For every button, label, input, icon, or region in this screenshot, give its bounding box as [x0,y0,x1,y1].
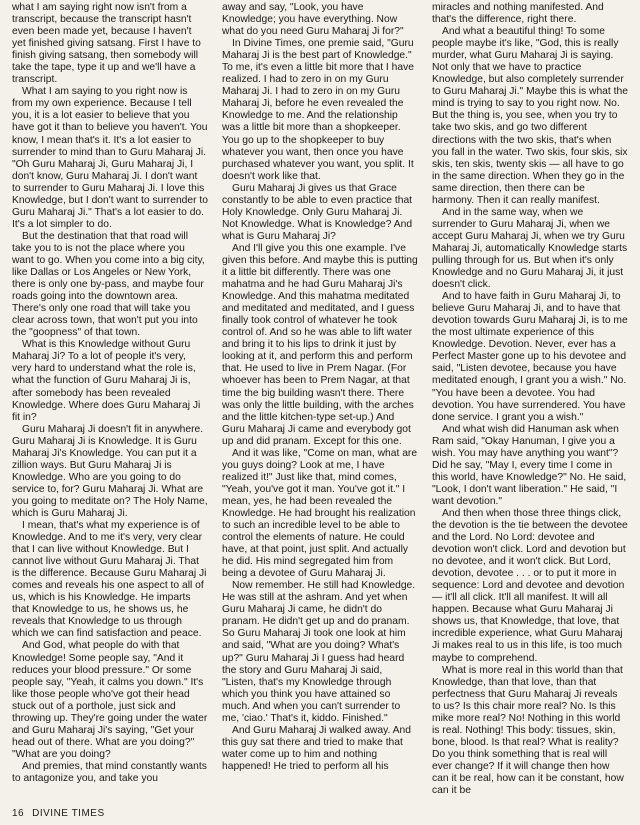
article-columns [12,2,628,802]
paragraph: what I am saying right now isn't from a transcript, because the transcript hasn't even been made yet, because I haven't yet finished giving satsang. First I have to finish giving satsang, then somebody will take the tape, type it up and we'll have a transcript. [12,2,201,86]
page-footer [12,808,113,819]
paragraph: But the destination that that road will take you to is not the place where you want to go. When you come into a big city, like Dallas or Los Angeles or New York, there is only one by-pass, and maybe four roads going into the downtown area. There's only one road that will take you clear across town, that won't put you into the "goopness" of that town. [12,230,205,339]
column-left [12,2,208,802]
page-number: 16 [12,808,25,819]
paragraph: What I am saying to you right now is from my own experience. Because I tell you, it is a lot easier to believe that you have got it than to believe you haven't. You know, I mean that's it. It's a lot easier to surrender to mind than to Guru Maharaj Ji. "Oh Guru Maharaj Ji, Guru Maharaj Ji, I don't know, Guru Maharaj Ji. I don't want to surrender to Guru Maharaj Ji. I love this Knowledge, but I don't want to surrender to Guru Maharaj Ji." That's a lot easier to do. It's a lot simpler to do. [12,86,208,230]
paragraph: Guru Maharaj Ji doesn't fit in anywhere. Guru Maharaj Ji is Knowledge. It is Guru Maharaj Ji's Knowledge. You can put it a zillion ways. But Guru Maharaj Ji is Knowledge. Who are you going to do service to, for? Guru Maharaj Ji. What are you going to meditate on? The Holy Name, which is Guru Maharaj Ji. [12,423,208,519]
column-right [432,2,628,802]
paragraph: And to have faith in Guru Maharaj Ji, to believe Guru Maharaj Ji, and to have that devotion towards Guru Maharaj Ji, is to me the most ultimate experience of this Knowledge. Devotion. Never, ever has a Perfect Master gone up to his devotee and said, "Listen devotee, because you have meditated enough, I grant you a wish." No. "You have been a devotee. You had devotion. You have surrendered. You have done service. I grant you a wish." [432,291,628,423]
paragraph: I mean, that's what my experience is of Knowledge. And to me it's very, very clear that I can live without Knowledge. But I cannot live without Guru Maharaj Ji. That is the difference. Because Guru Maharaj Ji comes and reveals his one aspect to all of us, which is his Knowledge. He imparts that Knowledge to us, he shows us, he reveals that Knowledge to us through which we can find satisfaction and peace. [12,520,207,640]
paragraph: Now remember. He still had Knowledge. He was still at the ashram. And yet when Guru Maharaj Ji came, he didn't do pranam. He didn't get up and do pranam. So Guru Maharaj Ji took one look at him and said, "What are you doing? What's up?" Guru Maharaj Ji I guess had heard the story and Guru Maharaj Ji said, "Listen, that's my Knowledge through which you think you have attained so much. And when you can't surrender to me, 'ciao.' That's it, kiddo. Finished." [222,580,416,724]
paragraph: And Guru Maharaj Ji walked away. And this guy sat there and tried to make that water come up to him and nothing happened! He tried to perform all his [222,724,411,772]
paragraph: What is this Knowledge without Guru Maharaj Ji? To a lot of people it's very, very hard to understand what the role is, what the function of Guru Maharaj Ji is, after somebody has been revealed Knowledge. Where does Guru Maharaj Ji fit in? [12,339,201,423]
paragraph: And what wish did Hanuman ask when Ram said, "Okay Hanuman, I give you a wish. You may have anything you want"? Did he say, "May I, every time I come in this world, have Knowledge?" No. He said, "Look, I don't want liberation." He said, "I want devotion." [432,423,627,507]
paragraph: And premies, that mind constantly wants to antagonize you, and take you [12,760,207,784]
paragraph: And in the same way, when we surrender to Guru Maharaj Ji, when we accept Guru Maharaj Ji, when we try Guru Maharaj Ji, automatically Knowledge starts pulling through for us. But when it's only Knowledge and no Guru Maharaj Ji, it just doesn't click. [432,206,628,291]
paragraph: And then when those three things click, the devotion is the tie between the devotee and the Lord. No Lord: devotee and devotion won't click. Lord and devotion but no devotee, and it won't click. But Lord, devotion, devotee . . . or to put it more in sequence: Lord and devotee and devotion — it'll all click. It'll all manifest. It will all happen. Because what Guru Maharaj Ji shows us, that Knowledge, that love, that incredible experience, what Guru Maharaj Ji makes real to us in this life, is too much maybe to comprehend. [432,507,628,664]
publication-name: DIVINE TIMES [32,808,105,819]
paragraph: And it was like, "Come on man, what are you guys doing? Look at me, I have realized it!" Just like that, mind comes, "Yeah, you've got it man. You've got it." I mean, yes, he had been revealed the Knowledge. He had brought his realization to such an incredible level to be able to control the elements of nature. He could have, at that point, just split. And actually he did. His mind segregated him from being a devotee of Guru Maharaj Ji. [222,447,418,580]
paragraph: What is more real in this world than that Knowledge, than that love, than that perfectness that Guru Maharaj Ji reveals to us? Is this chair more real? No. Is this mike more real? No! Nothing in this world is real. Nothing! This body: tissues, skin, bone, blood. Is that real? What is reality? Do you think something that is real will ever change? If it will change then how can it be real, how can it be constant, how can it be [432,664,624,797]
paragraph: miracles and nothing manifested. And that's the difference, right there. [432,2,604,26]
paragraph: away and say, "Look, you have Knowledge; you have everything. Now what do you need Guru Maharaj Ji for?" [222,2,404,38]
paragraph: And what a beautiful thing! To some people maybe it's like, "God, this is really murder, what Guru Maharaj Ji is saying. Not only that we have to practice Knowledge, but also completely surrender to Guru Maharaj Ji." Maybe this is what the mind is trying to say to you right now. No. But the thing is, you see, when you try to take two skis, and go two different directions with the two skis, that's when you fall in the water. Two skis, four skis, six skis, ten skis, twenty skis — all have to go in the same direction. When they go in the same direction, then there can be harmony. Then it can really manifest. [432,26,628,206]
paragraph: And I'll give you this one example. I've given this before. And maybe this is putting it a little bit differently. There was one mahatma and he had Guru Maharaj Ji's Knowledge. And this mahatma meditated and meditated and meditated, and I guess finally took control of whatever he took control of. And so he was able to lift water and bring it to his lips to drink it just by looking at it, and perform this and perform that. He used to live in Prem Nagar. (For whoever has been to Prem Nagar, at that time the big building wasn't there. There was only the little building, with the arches and the little kitchen-type set-up.) And Guru Maharaj Ji came and everybody got up and did pranam. Except for this one. [222,242,418,447]
column-middle [222,2,418,802]
paragraph: And God, what people do with that Knowledge! Some people say, "And it reduces your blood pressure." Or some people say, "Yeah, it calms you down." It's like those people who've got their head stuck out of a porthole, just sick and throwing up. They're going under the water and Guru Maharaj Ji's saying, "Get your head out of there. What are you doing?" "What are you doing? [12,640,208,760]
paragraph: Guru Maharaj Ji gives us that Grace constantly to be able to even practice that Holy Knowledge. Only Guru Maharaj Ji. Not Knowledge. What is Knowledge? And what is Guru Maharaj Ji? [222,182,413,242]
paragraph: In Divine Times, one premie said, "Guru Maharaj Ji is the best part of Knowledge." To me, it's even a little bit more that I have realized. I had to zero in on my Guru Maharaj Ji. I had to zero in on my Guru Maharaj Ji, before he even revealed the Knowledge to me. And the relationship was a little bit more than a shopkeeper. You go up to the shopkeeper to buy whatever you want, then once you have purchased whatever you want, you split. It doesn't work like that. [222,38,414,182]
